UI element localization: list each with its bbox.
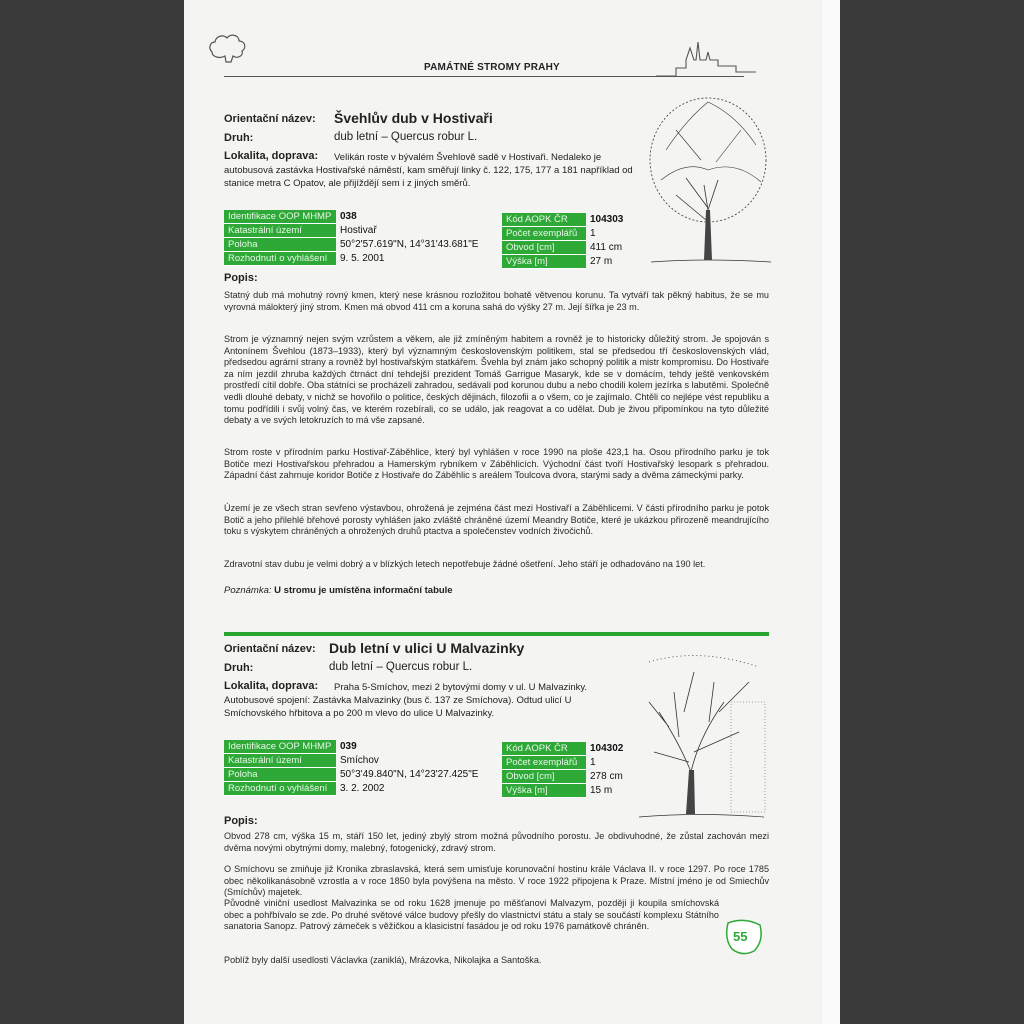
table-row — [502, 770, 627, 784]
table-key: Rozhodnutí o vyhlášení — [224, 782, 336, 796]
table-row — [224, 224, 482, 238]
table-value: 1 — [590, 757, 596, 768]
paragraph: Statný dub má mohutný rovný kmen, který nese krásnou rozložitou bohatě větvenou korunu. Ta vytváří tak pěkný habitus, že se mu vyrovná málokterý jiný strom. Kmen má obvod 411 cm a koruna sahá do výšky 27 m. Její šířka je 23 m. — [224, 290, 769, 312]
table-key: Poloha — [224, 768, 336, 782]
table-row — [224, 740, 482, 754]
info-table-right — [502, 742, 627, 798]
table-value: Smíchov — [340, 755, 379, 766]
table-row — [224, 252, 482, 266]
table-row — [502, 255, 627, 269]
info-table-left — [224, 740, 482, 796]
table-row — [502, 756, 627, 770]
note — [224, 585, 453, 596]
table-value: 3. 2. 2002 — [340, 783, 385, 794]
table-key: Kód AOPK ČR — [502, 742, 586, 756]
table-key: Identifikace OOP MHMP — [224, 210, 336, 224]
paragraph: O Smíchovu se zmiňuje již Kronika zbraslavská, která sem umisťuje korunovační hostinu krále Václava II. v roce 1297. Po roce 1785 obec několikanásobně vzrostla a v roce 1850 byla povýšena na město. V roce 1922 připojena k Praze. Místní jméno je od Smiechův (Smíchův) majetek. — [224, 864, 769, 898]
page-number-badge — [724, 917, 764, 957]
table-row — [502, 213, 627, 227]
table-value: 038 — [340, 211, 357, 223]
table-key: Rozhodnutí o vyhlášení — [224, 252, 336, 266]
table-row — [502, 241, 627, 255]
table-key: Výška [m] — [502, 255, 586, 269]
table-value: 039 — [340, 741, 357, 753]
label-species: Druh: — [224, 132, 254, 144]
section-divider — [224, 632, 769, 636]
tree-name: Švehlův dub v Hostivaři — [334, 110, 493, 126]
table-row — [224, 768, 482, 782]
oak-tree-illustration — [639, 642, 769, 822]
oak-tree-illustration — [646, 90, 776, 270]
label-locality: Lokalita, doprava: — [224, 680, 319, 692]
table-key: Obvod [cm] — [502, 770, 586, 784]
table-key: Katastrální území — [224, 224, 336, 238]
table-key: Výška [m] — [502, 784, 586, 798]
table-key: Kód AOPK ČR — [502, 213, 586, 227]
table-value: 411 cm — [590, 242, 623, 253]
book-page — [184, 0, 822, 1024]
table-row — [224, 782, 482, 796]
locality-text: Praha 5-Smíchov, mezi 2 bytovými domy v ul. U Malvazinky. Autobusové spojení: Zastávka Malvazinky (bus č. 137 ze Smíchova). Odtud ulicí U Smíchovského hřbitova a po 200 m vlevo do ulice U Malvazinky. — [224, 682, 588, 720]
table-value: Hostivař — [340, 225, 377, 236]
info-table-right — [502, 213, 627, 269]
table-row — [502, 742, 627, 756]
table-row — [502, 784, 627, 798]
table-value: 9. 5. 2001 — [340, 253, 385, 264]
label-species: Druh: — [224, 662, 254, 674]
castle-skyline-icon — [656, 38, 756, 78]
table-key: Počet exemplářů — [502, 756, 586, 770]
table-value: 27 m — [590, 256, 613, 267]
table-value: 50°2'57.619"N, 14°31'43.681"E — [340, 239, 479, 250]
table-row — [224, 754, 482, 768]
page-edge — [822, 0, 840, 1024]
paragraph: Zdravotní stav dubu je velmi dobrý a v blízkých letech nepotřebuje žádné ošetření. Jeho stáří je odhadováno na 190 let. — [224, 559, 706, 569]
paragraph: Strom je významný nejen svým vzrůstem a věkem, ale již zmíněným habitem a rovněž je to historicky důležitý strom. Je spojován s Antonínem Švehlou (1873–1933), který byl významným československým politikem, stal se předsedou tří československých vlád, předsedou agrární strany a rovněž byl hostivařským statkářem. Švehla byl znám jako schopný politik a mistr kompromisu. Do Hostivaře za ním jezdil zhruba každých čtrnáct dní tehdejší prezident Tomáš Garrigue Masaryk, kde se v domácím, tehdy ještě venkovském prostředí cítil dobře. Oba státníci se procházeli zahradou, sedávali pod korunou dubu a nebo chodili kolem jezírka s labutěmi. Společně vedli dlouhé debaty, v nichž se hovořilo o politice, českých dějinách, filozofii a o všem, co je zajímalo. Chtěli co nejlépe vést republiku a tomu podřídili i svůj volný čas, ve kterém rozebírali, co se událo, jak reagovat a co udělat. Dub je živou připomínkou na tyto důležité debaty a ve svých letokruzích to má vše zapsané. — [224, 334, 769, 426]
page-number: 55 — [733, 929, 748, 944]
info-table-left — [224, 210, 482, 266]
table-key: Identifikace OOP MHMP — [224, 740, 336, 754]
table-row — [224, 238, 482, 252]
table-key: Poloha — [224, 238, 336, 252]
note-text: U stromu je umístěna informační tabule — [274, 585, 453, 596]
label-locality: Lokalita, doprava: — [224, 150, 319, 162]
paragraph: Poblíž byly další usedlosti Václavka (zaniklá), Mrázovka, Nikolajka a Santoška. — [224, 955, 542, 965]
popis-label: Popis: — [224, 272, 258, 284]
popis-label: Popis: — [224, 815, 258, 827]
paragraph: Obvod 278 cm, výška 15 m, stáří 150 let, jediný zbylý strom možná původního porostu. Je obdivuhodné, že zůstal zachován mezi dvěma novými obytnými domy, malebný, fotogenický, zdravý strom. — [224, 831, 769, 853]
table-key: Katastrální území — [224, 754, 336, 768]
table-value: 278 cm — [590, 771, 623, 782]
table-row — [502, 227, 627, 241]
species-value: dub letní – Quercus robur L. — [334, 131, 478, 143]
note-label: Poznámka: — [224, 585, 272, 596]
tree-name: Dub letní v ulici U Malvazinky — [329, 640, 525, 656]
paragraph: Strom roste v přírodním parku Hostivař-Záběhlice, který byl vyhlášen v roce 1990 na ploše 423,1 ha. Osou přírodního parku je tok Botiče mezi Hostivařskou přehradou a Hamerským rybníkem v Záběhlicích. Východní část tvoří Hostivařský lesopark s přehradou. Západní část zahrnuje koridor Botiče z Hostivaře do Záběhlic s areálem Toulcova dvora, starými sady a dvěma zámeckými parky. — [224, 447, 769, 481]
paragraph: Původně viniční usedlost Malvazinka se od roku 1628 jmenuje po měšťanovi Malvazym, později ji koupila smíchovská obec a pohřbívalo se zde. Po druhé světové válce budovy přešly do vlastnictví státu a staly se součástí komplexu Státního sanatoria Sanopz. Patrový zámeček s věžičkou a klasicistní fasádou je od roku 1976 památkově chráněn. — [224, 898, 719, 932]
tree-outline-icon — [206, 30, 250, 66]
table-value: 104302 — [590, 743, 624, 755]
table-value: 1 — [590, 228, 596, 239]
table-value: 15 m — [590, 785, 613, 796]
table-value: 50°3'49.840"N, 14°23'27.425"E — [340, 769, 479, 780]
label-name: Orientační název: — [224, 113, 316, 125]
table-key: Obvod [cm] — [502, 241, 586, 255]
header-title: PAMÁTNÉ STROMY PRAHY — [424, 62, 560, 73]
locality-text: Velikán roste v bývalém Švehlově sadě v Hostivaři. Nedaleko je autobusová zastávka Hostivařské náměstí, kam směřují linky č. 122, 175, 177 a 181 například od stanice metra C Opatov, ale přijíždějí sem i z jiných směrů. — [224, 152, 633, 190]
label-name: Orientační název: — [224, 643, 316, 655]
paragraph: Území je ze všech stran sevřeno výstavbou, ohrožená je zejména část mezi Hostivaří a Záběhlicemi. V části přírodního parku je potok Botič a jeho přilehlé břehové porosty vyhlášen jako zvláště chráněné území Meandry Botiče, které je ukázkou přirozeně meandrujícího toku s výskytem chráněných a ohrožených druhů ptactva a společenstev vodních živočichů. — [224, 503, 769, 537]
table-value: 104303 — [590, 214, 624, 226]
table-row — [224, 210, 482, 224]
species-value: dub letní – Quercus robur L. — [329, 661, 473, 673]
table-key: Počet exemplářů — [502, 227, 586, 241]
